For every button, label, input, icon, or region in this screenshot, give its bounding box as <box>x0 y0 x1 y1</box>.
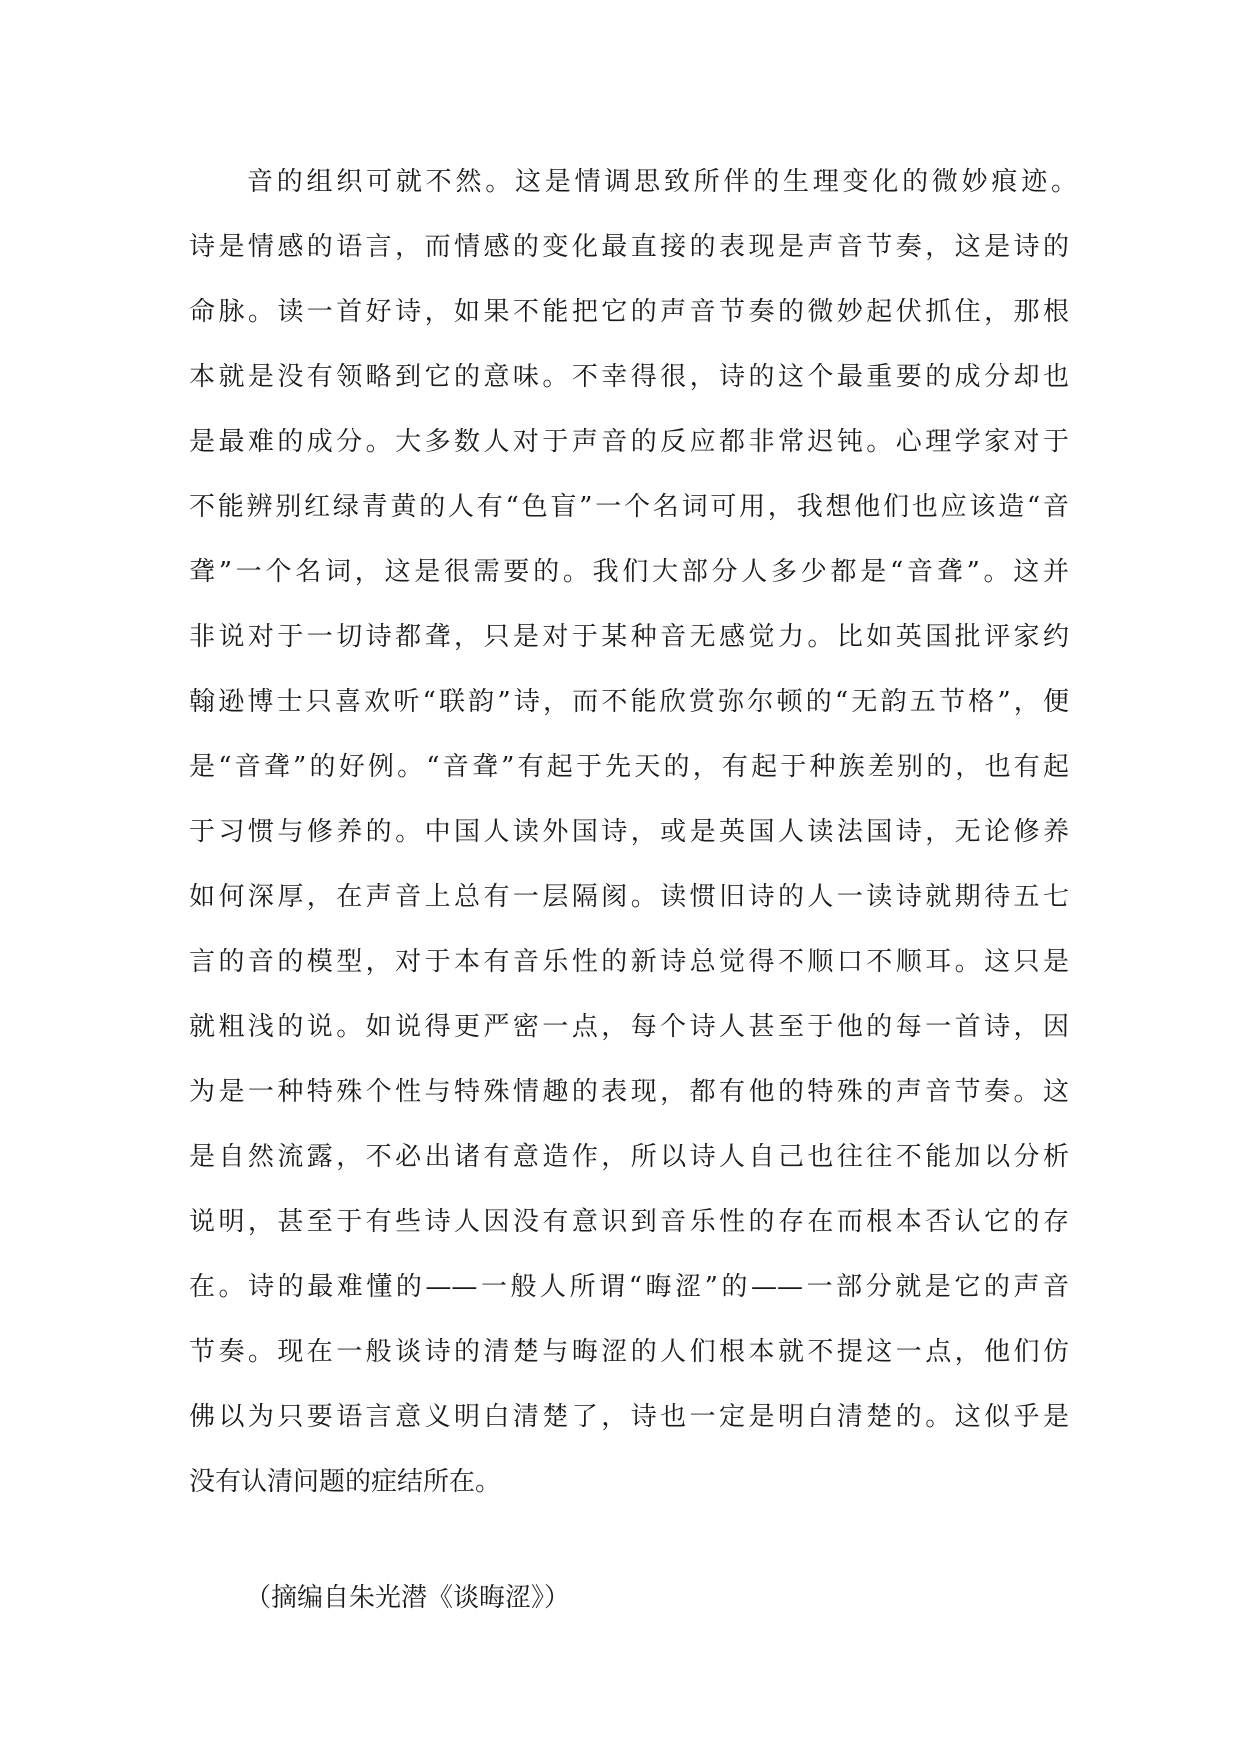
paragraph-line: 翰逊博士只喜欢听“联韵”诗，而不能欣赏弥尔顿的“无韵五节格”，便 <box>189 687 1069 717</box>
source-citation: （摘编自朱光潜《谈晦涩》） <box>245 1583 571 1613</box>
paragraph-line: 佛以为只要语言意义明白清楚了，诗也一定是明白清楚的。这似乎是 <box>189 1402 1069 1432</box>
paragraph-line: 是“音聋”的好例。“音聋”有起于先天的，有起于种族差别的，也有起 <box>189 752 1069 782</box>
paragraph-line: 是自然流露，不必出诸有意造作，所以诗人自己也往往不能加以分析 <box>189 1142 1069 1172</box>
paragraph-line: 不能辨别红绿青黄的人有“色盲”一个名词可用，我想他们也应该造“音 <box>189 492 1069 522</box>
paragraph-line: 于习惯与修养的。中国人读外国诗，或是英国人读法国诗，无论修养 <box>189 817 1069 847</box>
paragraph-line: 节奏。现在一般谈诗的清楚与晦涩的人们根本就不提这一点，他们仿 <box>189 1337 1069 1367</box>
paragraph-line: 诗是情感的语言，而情感的变化最直接的表现是声音节奏，这是诗的 <box>189 232 1069 262</box>
paragraph-line: 言的音的模型，对于本有音乐性的新诗总觉得不顺口不顺耳。这只是 <box>189 947 1069 977</box>
paragraph-line: 在。诗的最难懂的——一般人所谓“晦涩”的——一部分就是它的声音 <box>189 1272 1069 1302</box>
paragraph-line: 如何深厚，在声音上总有一层隔阂。读惯旧诗的人一读诗就期待五七 <box>189 882 1069 912</box>
paragraph-line: 聋”一个名词，这是很需要的。我们大部分人多少都是“音聋”。这并 <box>189 557 1069 587</box>
paragraph-line: 本就是没有领略到它的意味。不幸得很，诗的这个最重要的成分却也 <box>189 362 1069 392</box>
paragraph-line: 就粗浅的说。如说得更严密一点，每个诗人甚至于他的每一首诗，因 <box>189 1012 1069 1042</box>
paragraph-line: 是最难的成分。大多数人对于声音的反应都非常迟钝。心理学家对于 <box>189 427 1069 457</box>
paragraph-line: 非说对于一切诗都聋，只是对于某种音无感觉力。比如英国批评家约 <box>189 622 1069 652</box>
paragraph-line: 命脉。读一首好诗，如果不能把它的声音节奏的微妙起伏抓住，那根 <box>189 297 1069 327</box>
paragraph-line: 为是一种特殊个性与特殊情趣的表现，都有他的特殊的声音节奏。这 <box>189 1077 1069 1107</box>
paragraph-line: 说明，甚至于有些诗人因没有意识到音乐性的存在而根本否认它的存 <box>189 1207 1069 1237</box>
paragraph-line: 音的组织可就不然。这是情调思致所伴的生理变化的微妙痕迹。 <box>247 167 1077 197</box>
paragraph-line: 没有认清问题的症结所在。 <box>189 1467 502 1497</box>
